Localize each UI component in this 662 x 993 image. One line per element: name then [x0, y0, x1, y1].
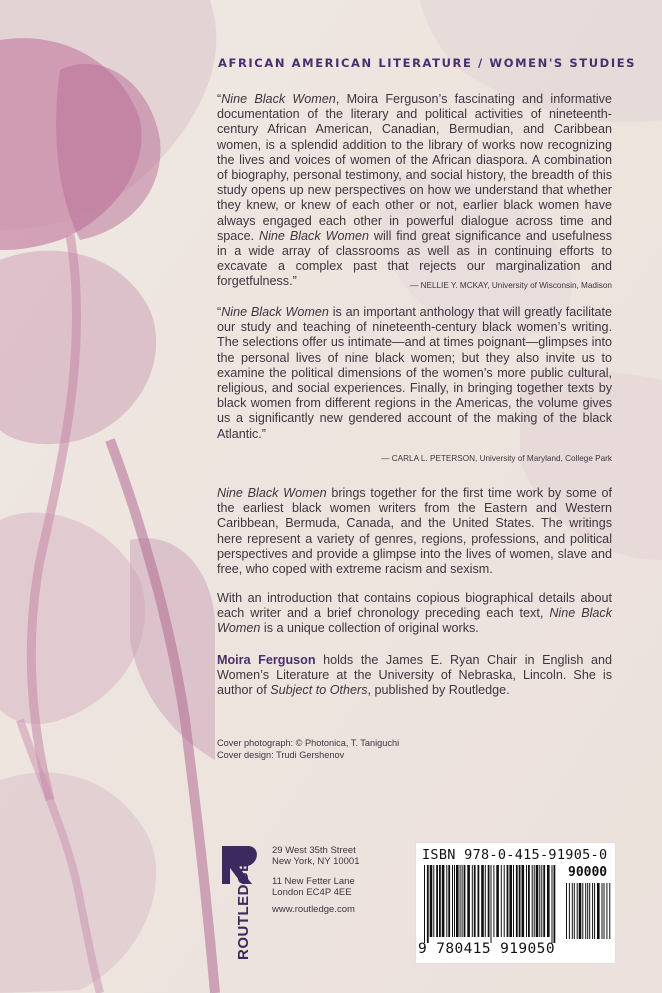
barcode-bar [488, 865, 490, 937]
barcode-bar [541, 865, 542, 937]
barcode-bar [569, 883, 570, 939]
publisher-website: www.routledge.com [272, 904, 355, 915]
barcode-bar [587, 883, 588, 939]
barcode-bar [448, 865, 450, 937]
routledge-logo [218, 844, 262, 962]
author-name: Moira Ferguson [217, 653, 316, 667]
author-bio: Moira Ferguson holds the James E. Ryan Chair in English and Women’s Literature at the University of Nebraska, Lincoln. She is author of Subject to Others, published by Routledge. [217, 653, 612, 698]
barcode-bar [604, 883, 605, 939]
barcode-bar [493, 865, 494, 937]
barcode-bar [424, 865, 425, 943]
quote-mckay-attribution: — NELLIE Y. MCKAY, University of Wisconsin, Madison [410, 281, 612, 290]
barcode-bar [481, 865, 484, 937]
barcode-bar [528, 865, 530, 937]
quote-peterson: “Nine Black Women is an important anthology that will greatly facilitate our study and teaching of nineteenth-century black women’s writing. The selections offer us intimate—and at times poignant—glimpses into the personal lives of nine black women; but they also invite us to examine the political dimensions of the women’s more public cultural, religious, and social experiences. Finally, in bringing together texts by black women from different regions in the Americas, the volume gives us a significantly new gendered account of the making of the black Atlantic.” [217, 305, 612, 441]
barcode-bar [602, 883, 603, 939]
barcode-bar [547, 865, 550, 937]
ean-digits: 9 780415 919050 [418, 941, 555, 957]
barcode-bar [436, 865, 438, 937]
barcode-bar [433, 865, 434, 937]
cover-credits [217, 738, 399, 761]
barcode-bar [539, 865, 540, 937]
price-code: 90000 [568, 865, 608, 880]
barcode-bar [589, 883, 590, 939]
barcode-bar [574, 883, 575, 939]
photo-credit: Cover photograph: © Photonica, T. Taniguchi [217, 738, 400, 748]
barcode-bar [478, 865, 480, 937]
barcode-bar [572, 883, 573, 939]
barcode-bar [592, 883, 593, 939]
barcode-bar [554, 865, 556, 943]
barcode-bar [582, 883, 583, 939]
barcode-bar [430, 865, 433, 937]
barcode-bar [474, 865, 476, 937]
barcode-bar [597, 883, 600, 939]
barcode-bar [472, 865, 473, 937]
barcode-bar [532, 865, 533, 937]
barcode-bar [585, 883, 586, 939]
barcode-bar [566, 883, 567, 939]
barcode-bar [439, 865, 441, 937]
isbn-number: ISBN 978-0-415-91905-0 [422, 847, 608, 863]
barcode-bar [462, 865, 463, 937]
barcode-bars [424, 865, 556, 943]
price-barcode-bars [566, 883, 612, 939]
design-credit: Cover design: Trudi Gershenov [217, 749, 345, 760]
barcode-bar [516, 865, 518, 937]
barcode-bar [452, 865, 453, 937]
book-description: Nine Black Women brings together for the first time work by some of the earliest black women writers from the Eastern and Western Caribbean, Bermuda, Canada, and the United States. The writings here represent a variety of genres, regions, professions, and political perspectives and provide a glimpse into the lives of women, slave and free, who coped with extreme racism and sexism. [217, 486, 612, 577]
routledge-wordmark: ROUTLEDGE [235, 861, 252, 960]
barcode-bar [594, 883, 595, 939]
barcode-bar [577, 883, 578, 939]
barcode-bar [519, 865, 521, 937]
barcode-bar [526, 865, 527, 937]
barcode-bar [536, 865, 539, 937]
publisher-address-uk: 11 New Fetter Lane London EC4P 4EE [272, 876, 355, 898]
quote-mckay: “Nine Black Women, Moira Ferguson’s fascinating and informative documentation of the literary and political activities of nineteenth-century African American, Canadian, Bermudian, and Caribbean women, is a splendid addition to the library of works now recognizing the lives and voices of women of the African diaspora. A combination of biography, personal testimony, and social history, the breadth of this study opens up new perspectives on how we understand that whether they knew, or knew of each other or not, earlier black women have always engaged each other in powerful dialogue across time and space. Nine Black Women will find great significance and usefulness in a wide array of classrooms as well as in continuing efforts to excavate a complex past that rejects our marginalization and forgetfulness.” [217, 92, 613, 289]
barcode-bar [522, 865, 525, 937]
barcode-bar [513, 865, 514, 937]
barcode-bar [552, 865, 553, 943]
barcode-bar [456, 865, 459, 937]
barcode-bar [464, 865, 466, 937]
barcode-bar [454, 865, 455, 937]
introduction-paragraph: With an introduction that contains copious biographical details about each writer and a brief chronology preceding each text, Nine Black Women is a unique collection of original works. [217, 591, 612, 636]
barcode-bar [579, 883, 582, 939]
barcode-bar [485, 865, 486, 937]
barcode-bar [496, 865, 499, 937]
barcode-bar [460, 865, 461, 937]
barcode-bar [606, 883, 607, 939]
barcode-bar [446, 865, 447, 937]
barcode-bar [534, 865, 535, 937]
barcode-bar [427, 865, 429, 943]
isbn-barcode [415, 842, 616, 964]
barcode-bar [609, 883, 610, 939]
category-label: AFRICAN AMERICAN LITERATURE / WOMEN'S STUDIES [218, 56, 637, 70]
barcode-bar [442, 865, 445, 937]
barcode-bar [491, 865, 492, 943]
barcode-bar [543, 865, 545, 937]
barcode-bar [467, 865, 470, 937]
publisher-address-us: 29 West 35th Street New York, NY 10001 [272, 845, 360, 867]
barcode-bar [509, 865, 512, 937]
barcode-bar [504, 865, 505, 937]
barcode-bar [507, 865, 509, 937]
quote-peterson-attribution: — CARLA L. PETERSON, University of Maryland, College Park [381, 454, 612, 463]
barcode-bar [501, 865, 502, 937]
